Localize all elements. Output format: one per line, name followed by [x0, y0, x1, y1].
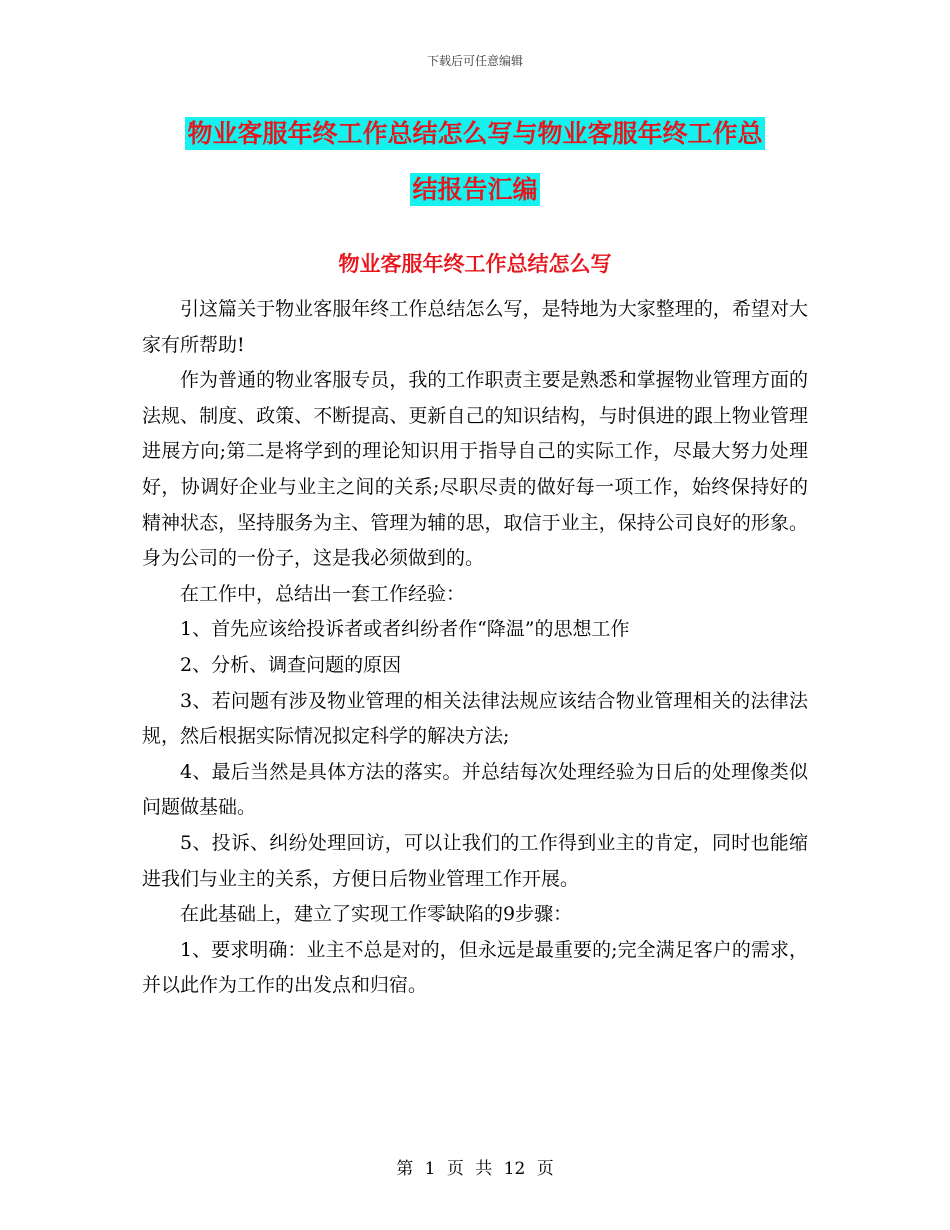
- paragraph: 4、最后当然是具体方法的落实。并总结每次处理经验为日后的处理像类似问题做基础。: [142, 760, 808, 819]
- paragraph: 3、若问题有涉及物业管理的相关法律法规应该结合物业管理相关的法律法规，然后根据实际情况拟定科学的解决方法;: [142, 689, 808, 748]
- current-page-number: 1: [424, 1159, 436, 1179]
- document-title: [0, 106, 950, 218]
- page-footer: [0, 1154, 950, 1179]
- title-line-1: 物业客服年终工作总结怎么写与物业客服年终工作总: [187, 119, 763, 148]
- body-text: [142, 292, 808, 1004]
- total-label-suffix: 页: [536, 1159, 554, 1179]
- section-title: 物业客服年终工作总结怎么写: [338, 251, 612, 276]
- page-label-prefix: 第: [396, 1159, 414, 1179]
- paragraph: 引这篇关于物业客服年终工作总结怎么写，是特地为大家整理的，希望对大家有所帮助!: [142, 298, 808, 356]
- paragraph: 作为普通的物业客服专员，我的工作职责主要是熟悉和掌握物业管理方面的法规、制度、政策、不断提高、更新自己的知识结构，与时俱进的跟上物业管理进展方向;第二是将学到的理论知识用于指导自己的实际工作，尽最大努力处理好，协调好企业与业主之间的关系;尽职尽责的做好每一项工作，始终保持好的精神状态，坚持服务为主、管理为辅的思，取信于业主，保持公司良好的形象。身为公司的一份子，这是我必须做到的。: [142, 369, 808, 570]
- paragraph: 2、分析、调查问题的原因: [180, 653, 402, 676]
- total-pages-number: 12: [503, 1159, 526, 1179]
- title-line-2: 结报告汇编: [412, 175, 538, 204]
- paragraph: 5、投诉、纠纷处理回访，可以让我们的工作得到业主的肯定，同时也能缩进我们与业主的关系，方便日后物业管理工作开展。: [142, 831, 808, 890]
- paragraph: 1、首先应该给投诉者或者纠纷者作“降温”的思想工作: [180, 618, 630, 641]
- page-label-mid: 页: [446, 1159, 464, 1179]
- paragraph: 在此基础上，建立了实现工作零缺陷的9步骤：: [180, 903, 573, 926]
- total-label-prefix: 共: [475, 1159, 493, 1179]
- paragraph: 在工作中，总结出一套工作经验：: [180, 582, 466, 605]
- paragraph: 1、要求明确：业主不总是对的，但永远是最重要的;完全满足客户的需求，并以此作为工作的出发点和归宿。: [142, 938, 808, 997]
- header-note: 下载后可任意编辑: [426, 54, 523, 68]
